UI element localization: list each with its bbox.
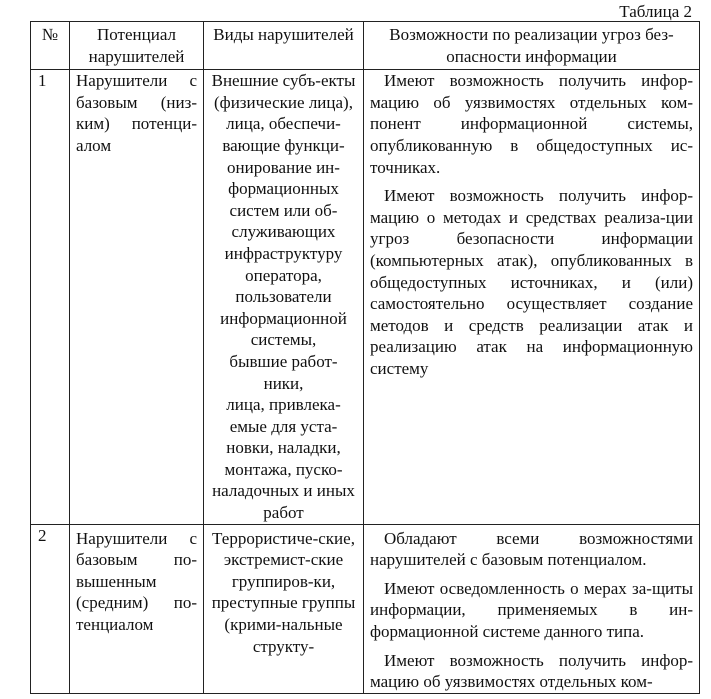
header-number: № [31, 22, 70, 70]
kind-item: Внешние субъ-екты (физические лица), [211, 71, 356, 112]
kind-item: пользователи информационной системы, [220, 287, 347, 350]
capability-paragraph: Имеют осведомленность о мерах за-щиты информации, применяемых в ин-формационной системе данного типа. [370, 578, 693, 642]
kind-item: лица, обеспечи-вающие функци-онирование ин-формационных систем или об-служивающих инфраструктуру оператора, [222, 114, 345, 285]
row-capabilities [364, 524, 700, 693]
table-header-row [31, 22, 700, 70]
row-kinds [204, 70, 364, 524]
table-row [31, 524, 700, 693]
row-capabilities [364, 70, 700, 524]
capability-paragraph: Имеют возможность получить инфор-мацию об уязвимостях отдельных ком- [370, 650, 693, 692]
capability-paragraph: Имеют возможность получить инфор-мацию об уязвимостях отдельных ком-понент информационной системы, опубликованную в общедоступных ис-точниках. [370, 71, 693, 177]
header-potential: Потенциал нарушителей [70, 22, 204, 70]
row-number: 2 [31, 524, 70, 693]
intruder-table [30, 21, 700, 694]
capability-paragraph: Имеют возможность получить инфор-мацию о методах и средствах реализа-ции угроз безопасности информации (компьютерных атак), опубликованных в общедоступных источниках, и (или) самостоятельно осуществляет создание методов и средств реализации атак и реализацию атак на информационную систему [370, 186, 693, 378]
table-caption: Таблица 2 [619, 2, 692, 21]
kind-item: преступные группы (крими-нальные структу- [211, 593, 356, 656]
row-kinds [204, 524, 364, 693]
header-kinds: Виды нарушителей [204, 22, 364, 70]
table-row [31, 70, 700, 524]
row-potential: Нарушители с базовым (низ-ким) потенци-алом [70, 70, 204, 524]
row-potential: Нарушители с базовым по-вышенным (средним) по-тенциалом [70, 524, 204, 693]
row-number: 1 [31, 70, 70, 524]
capability-paragraph: Обладают всеми возможностями нарушителей с базовым потенциалом. [370, 528, 693, 570]
header-capabilities: Возможности по реализации угроз без-опасности информации [364, 22, 700, 70]
kind-item: Террористиче-ские, экстремист-ские группиров-ки, [212, 528, 355, 591]
kind-item: лица, привлека-емые для уста-новки, наладки, монтажа, пуско-наладочных и иных работ [212, 395, 355, 523]
kind-item: бывшие работ-ники, [229, 351, 338, 393]
